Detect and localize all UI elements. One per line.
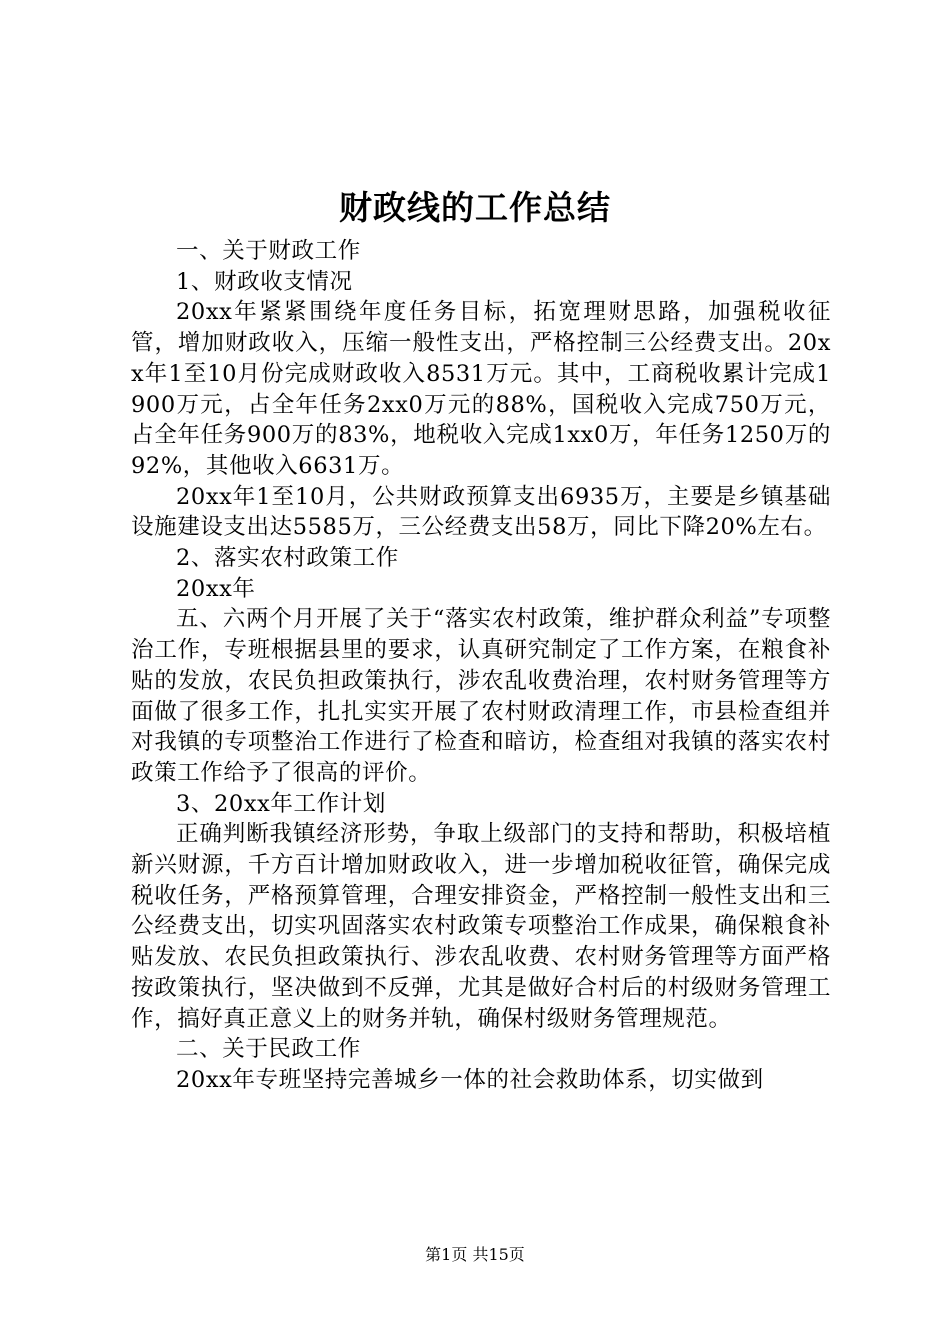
paragraph-revenue: 20xx年紧紧围绕年度任务目标，拓宽理财思路，加强税收征管，增加财政收入，压缩一般性支出，严格控制三公经费支出。20xx年1至10月份完成财政收入8531万元。其中，工商税收累计完成1900万元，占全年任务2xx0万元的88%，国税收入完成750万元，占全年任务900万的83%，地税收入完成1xx0万，年任务1250万的92%，其他收入6631万。 xyxy=(131,299,831,479)
page-title: 财政线的工作总结 xyxy=(339,188,611,227)
paragraph-work-plan: 正确判断我镇经济形势，争取上级部门的支持和帮助，积极培植新兴财源，千方百计增加财政收入，进一步增加税收征管，确保完成税收任务，严格预算管理，合理安排资金，严格控制一般性支出和三公经费支出，切实巩固落实农村政策专项整治工作成果，确保粮食补贴发放、农民负担政策执行、涉农乱收费、农村财务管理等方面严格按政策执行，坚决做到不反弹，尤其是做好合村后的村级财务管理工作，搞好真正意义上的财务并轨，确保村级财务管理规范。 xyxy=(131,821,831,1032)
section-heading-finance: 一、关于财政工作 xyxy=(176,238,361,264)
subsection-heading-revenue-expenditure: 1、财政收支情况 xyxy=(176,268,353,295)
paragraph-civil-affairs: 20xx年专班坚持完善城乡一体的社会救助体系，切实做到 xyxy=(176,1066,764,1093)
paragraph-year-label: 20xx年 xyxy=(176,575,256,602)
paragraph-expenditure: 20xx年1至10月，公共财政预算支出6935万，主要是乡镇基础设施建设支出达5585万，三公经费支出58万，同比下降20%左右。 xyxy=(131,483,831,541)
subsection-heading-work-plan: 3、20xx年工作计划 xyxy=(176,790,386,817)
section-heading-civil-affairs: 二、关于民政工作 xyxy=(176,1036,361,1063)
document-body xyxy=(131,236,831,1096)
page-footer: 第1页 共15页 xyxy=(425,1245,525,1264)
subsection-heading-rural-policy: 2、落实农村政策工作 xyxy=(176,545,399,572)
paragraph-rural-policy: 五、六两个月开展了关于“落实农村政策，维护群众利益”专项整治工作，专班根据县里的要求，认真研究制定了工作方案，在粮食补贴的发放，农民负担政策执行，涉农乱收费治理，农村财务管理等方面做了很多工作，扎扎实实开展了农村财政清理工作，市县检查组并对我镇的专项整治工作进行了检查和暗访，检查组对我镇的落实农村政策工作给予了很高的评价。 xyxy=(131,606,831,786)
